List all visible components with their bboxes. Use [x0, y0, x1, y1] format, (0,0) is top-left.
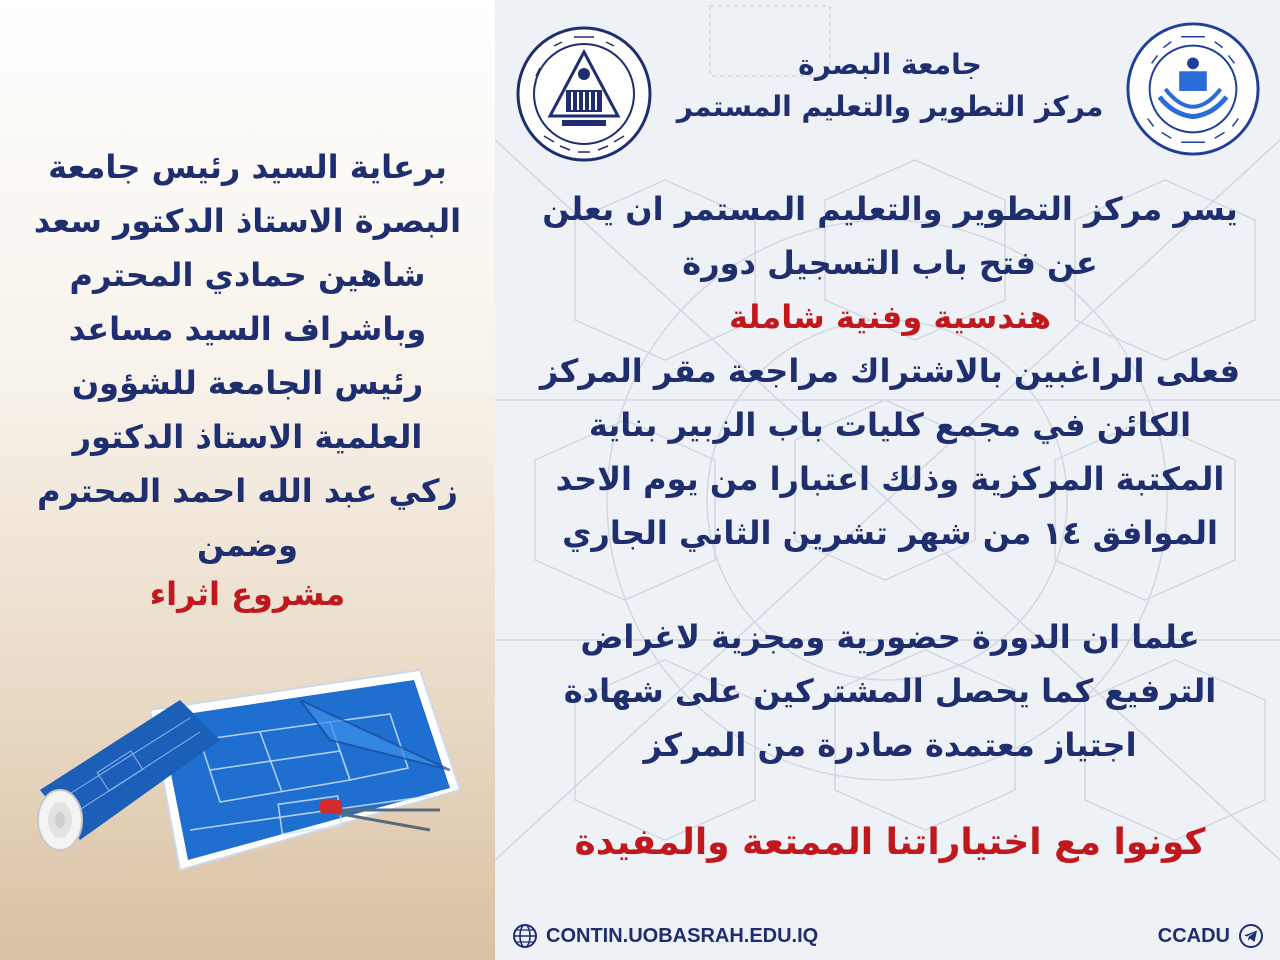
blueprint-illustration-icon	[30, 640, 470, 880]
course-title: هندسية وفنية شاملة	[728, 298, 1052, 336]
sponsorship-text	[20, 140, 475, 572]
sponsorship-line: وباشراف السيد مساعد	[68, 310, 427, 348]
website-url[interactable]: CONTIN.UOBASRAH.EDU.IQ	[546, 924, 819, 947]
spacer	[520, 560, 1260, 610]
announcement-detail-line: الموافق ١٤ من شهر تشرين الثاني الجاري	[562, 514, 1218, 552]
center-name: مركز التطوير والتعليم المستمر	[676, 90, 1104, 123]
sponsorship-line: رئيس الجامعة للشؤون	[71, 364, 424, 402]
announcement-intro-line: يسر مركز التطوير والتعليم المستمر ان يعلن	[542, 190, 1238, 228]
announcement-detail-line: الكائن في مجمع كليات باب الزبير بناية	[588, 406, 1192, 444]
announcement-intro-line: عن فتح باب التسجيل دورة	[682, 244, 1098, 282]
sponsorship-line: زكي عبد الله احمد المحترم	[37, 472, 458, 510]
project-name: مشروع اثراء	[149, 575, 346, 613]
announcement-text	[520, 182, 1260, 772]
globe-icon	[512, 923, 538, 949]
sponsorship-line: برعاية السيد رئيس جامعة	[48, 148, 447, 186]
telegram-handle[interactable]: CCADU	[1157, 924, 1230, 947]
telegram-icon	[1238, 923, 1264, 949]
sponsorship-line: شاهين حمادي المحترم	[69, 256, 426, 294]
university-of-basrah-logo-icon	[514, 24, 654, 164]
footer-website[interactable]	[512, 922, 818, 950]
call-to-action: كونوا مع اختياراتنا الممتعة والمفيدة	[574, 822, 1206, 863]
announcement-detail-line: المكتبة المركزية وذلك اعتبارا من يوم الاحد	[555, 460, 1225, 498]
sponsorship-line: البصرة الاستاذ الدكتور سعد	[33, 202, 462, 240]
university-name: جامعة البصرة	[798, 48, 982, 81]
announcement-detail-line: فعلى الراغبين بالاشتراك مراجعة مقر المركز	[539, 352, 1241, 390]
sponsorship-line: وضمن	[196, 526, 299, 564]
footer-telegram[interactable]	[1158, 922, 1264, 950]
announcement-note-line: الترفيع كما يحصل المشتركين على شهادة	[563, 672, 1217, 710]
sponsorship-line: العلمية الاستاذ الدكتور	[72, 418, 423, 456]
continuing-education-center-logo-icon	[1124, 20, 1262, 158]
announcement-note-line: علما ان الدورة حضورية ومجزية لاغراض	[580, 618, 1200, 656]
announcement-note-line: اجتياز معتمدة صادرة من المركز	[643, 726, 1137, 764]
left-panel	[0, 0, 495, 960]
